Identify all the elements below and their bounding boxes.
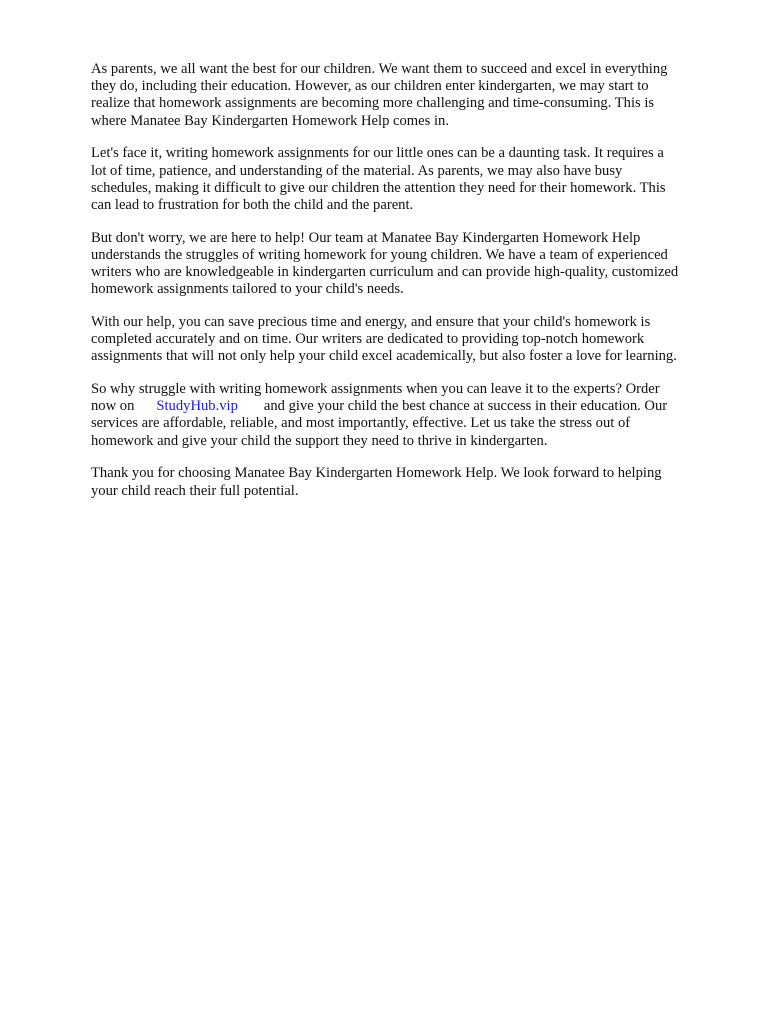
text-line: assignments that will not only help your child excel academically, but also foster a love for learning.: [91, 348, 677, 365]
text-line: where Manatee Bay Kindergarten Homework Help comes in.: [91, 112, 449, 129]
text-line: homework and give your child the support they need to thrive in kindergarten.: [91, 432, 548, 449]
text-line: homework assignments tailored to your child's needs.: [91, 281, 404, 298]
text-line: they do, including their education. However, as our children enter kindergarten, we may start to: [91, 78, 649, 95]
text-fragment: and give your child the best chance at success in their education. Our: [263, 398, 668, 415]
text-line: So why struggle with writing homework assignments when you can leave it to the experts? Order: [91, 381, 660, 398]
text-line: completed accurately and on time. Our writers are dedicated to providing top-notch homework: [91, 331, 645, 348]
text-line: understands the struggles of writing homework for young children. We have a team of experienced: [91, 246, 668, 263]
text-line: With our help, you can save precious time and energy, and ensure that your child's homework is: [91, 313, 651, 330]
paragraph-intro: [91, 61, 723, 130]
paragraph-closing: [91, 465, 723, 499]
text-line-with-link: [91, 398, 723, 415]
paragraph-challenge: [91, 145, 723, 214]
text-line: realize that homework assignments are becoming more challenging and time-consuming. This is: [91, 95, 655, 112]
text-line: can lead to frustration for both the child and the parent.: [91, 196, 414, 213]
text-line: services are affordable, reliable, and most importantly, effective. Let us take the stress out of: [91, 415, 631, 432]
text-line: writers who are knowledgeable in kindergarten curriculum and can provide high-quality, customized: [91, 264, 679, 281]
text-line: Thank you for choosing Manatee Bay Kindergarten Homework Help. We look forward to helping: [91, 465, 662, 482]
text-line: lot of time, patience, and understanding of the material. As parents, we may also have busy: [91, 162, 623, 179]
text-fragment: now on: [91, 398, 135, 415]
text-line: your child reach their full potential.: [91, 482, 299, 499]
paragraph-team: [91, 230, 723, 299]
studyhub-link[interactable]: StudyHub.vip: [156, 398, 238, 415]
text-line: But don't worry, we are here to help! Our team at Manatee Bay Kindergarten Homework Help: [91, 229, 641, 246]
paragraph-cta: [91, 381, 723, 450]
text-line: Let's face it, writing homework assignments for our little ones can be a daunting task. It requires a: [91, 145, 664, 162]
paragraph-benefits: [91, 314, 723, 366]
text-line: As parents, we all want the best for our children. We want them to succeed and excel in everything: [91, 61, 668, 77]
document-body: [91, 61, 723, 515]
text-line: schedules, making it difficult to give our children the attention they need for their homework. This: [91, 179, 666, 196]
